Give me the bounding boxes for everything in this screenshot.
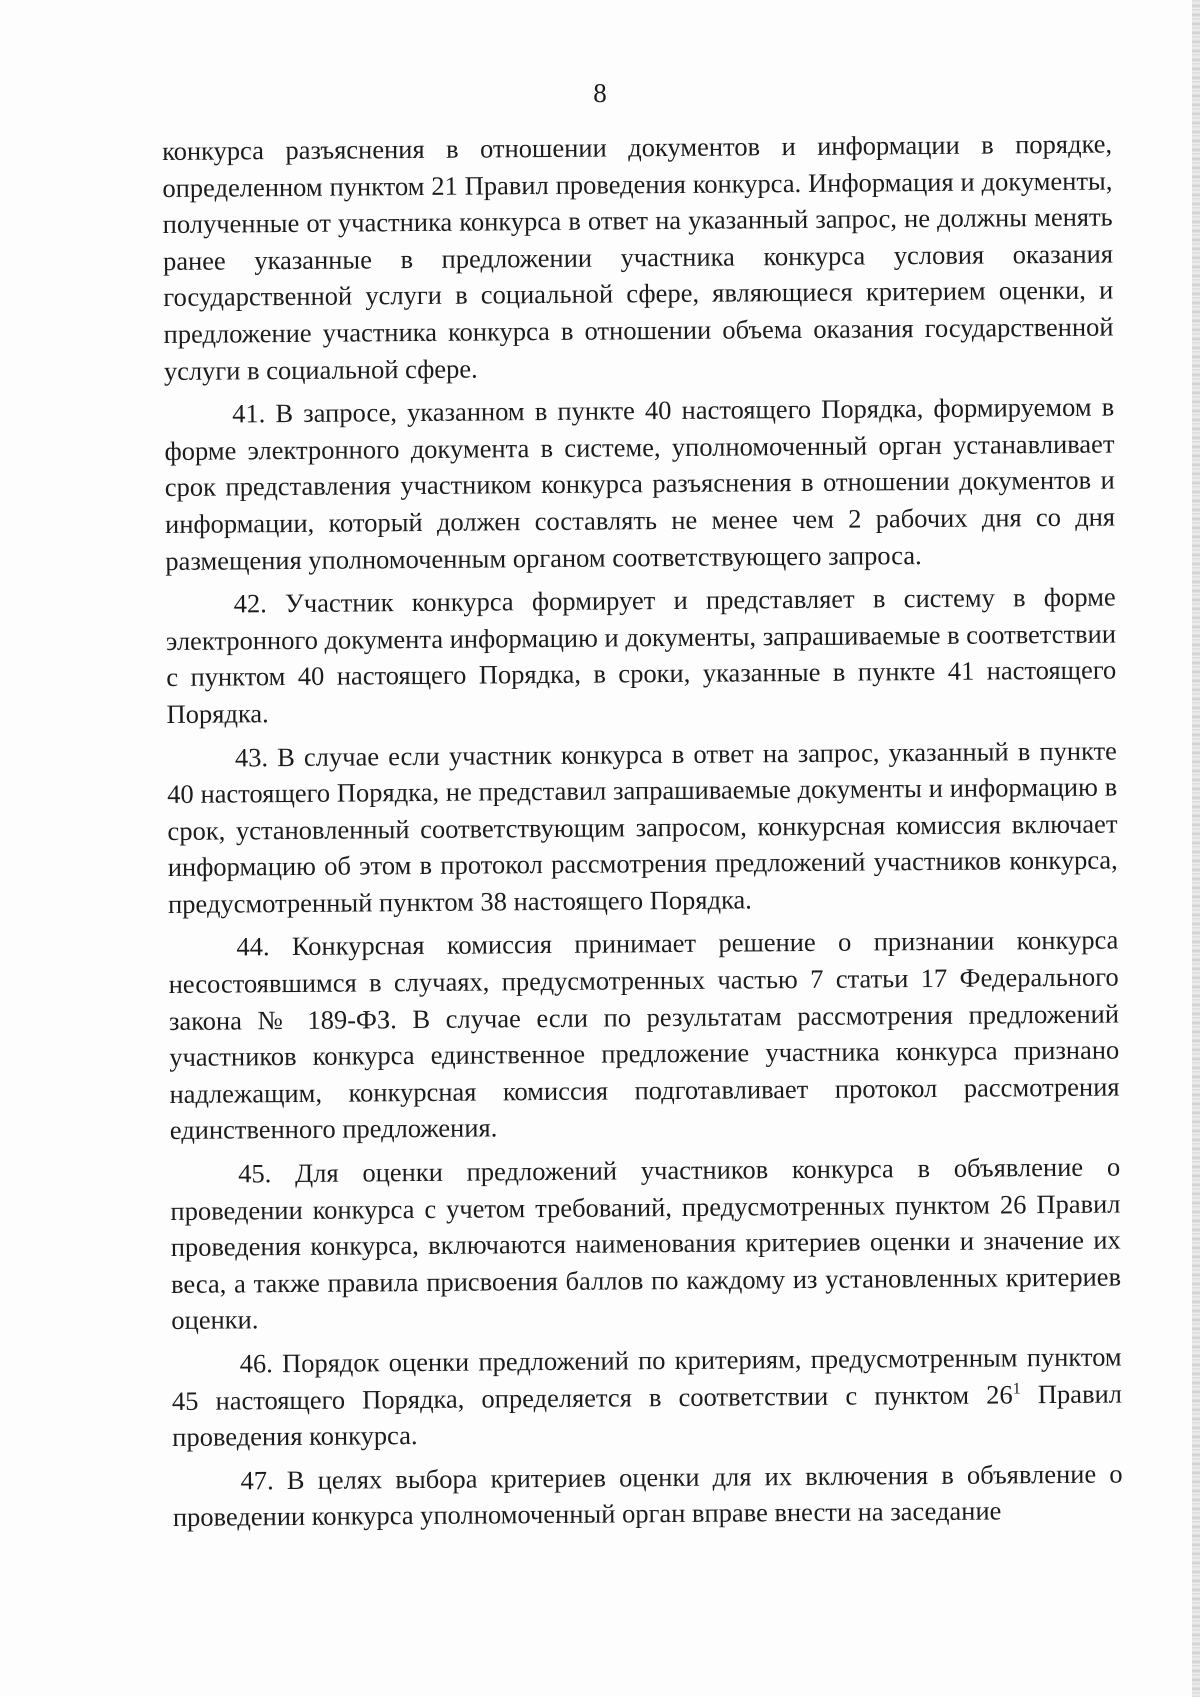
paragraph-44: 44. Конкурсная комиссия принимает решение о признании конкурса несостоявшимся в случаях, предусмотренных частью 7 статьи 17 Федерального закона № 189-ФЗ. В случае если по результатам рассмотрения предложений участников конкурса единственное предложение участника конкурса признано надлежащим, конкурсная комиссия подготавливает протокол рассмотрения единственного предложения. (168, 924, 1120, 1146)
paragraph-42: 42. Участник конкурса формирует и представляет в систему в форме электронного документа информацию и документы, запрашиваемые в соответствии с пунктом 40 настоящего Порядка, в сроки, указанные в пункте 41 настоящего Порядка. (165, 581, 1117, 729)
paragraph-40-continuation: конкурса разъяснения в отношении документов и информации в порядке, определенном пунктом 21 Правил проведения конкурса. Информация и документы, полученные от участника конкурса в ответ на указанный запрос, не должны менять ранее указанные в предложении участника конкурса условия оказания государственной услуги в социальной сфере, являющиеся критерием оценки, и предложение участника конкурса в отношении объема оказания государственной услуги в социальной сфере. (162, 128, 1114, 386)
paragraph-45: 45. Для оценки предложений участников конкурса в объявление о проведении конкурса с учетом требований, предусмотренных пунктом 26 Правил проведения конкурса, включаются наименования критериев оценки и значение их веса, а также правила присвоения баллов по каждому из установленных критериев оценки. (170, 1151, 1122, 1336)
paragraph-43: 43. В случае если участник конкурса в ответ на запрос, указанный в пункте 40 настоящего Порядка, не представил запрашиваемые документы и информацию в срок, установленный соответствующим запросом, конкурсная комиссия включает информацию об этом в протокол рассмотрения предложений участников конкурса, предусмотренный пунктом 38 настоящего Порядка. (167, 735, 1118, 919)
paragraph-46 (172, 1339, 1123, 1456)
document-body (162, 126, 1123, 1543)
paragraph-46-text-end: Правил проведения конкурса. (172, 1378, 1123, 1453)
paragraph-46-text: 46. Порядок оценки предложений по критериям, предусмотренным пунктом 45 настоящего Порядка, определяется в соответствии с пунктом 26 (171, 1341, 1122, 1416)
scan-edge (1192, 0, 1200, 1697)
superscript-index: 1 (1012, 1380, 1021, 1398)
page-number: 8 (593, 78, 607, 108)
paragraph-41: 41. В запросе, указанном в пункте 40 настоящего Порядка, формируемом в форме электронного документа в системе, уполномоченный орган устанавливает срок представления участником конкурса разъяснения в отношении документов и информации, который должен составлять не менее чем 2 рабочих дня со дня размещения уполномоченным органом соответствующего запроса. (164, 391, 1116, 576)
paragraph-47: 47. В целях выбора критериев оценки для их включения в объявление о проведении конкурса уполномоченный орган вправе внести на заседание (172, 1458, 1123, 1533)
